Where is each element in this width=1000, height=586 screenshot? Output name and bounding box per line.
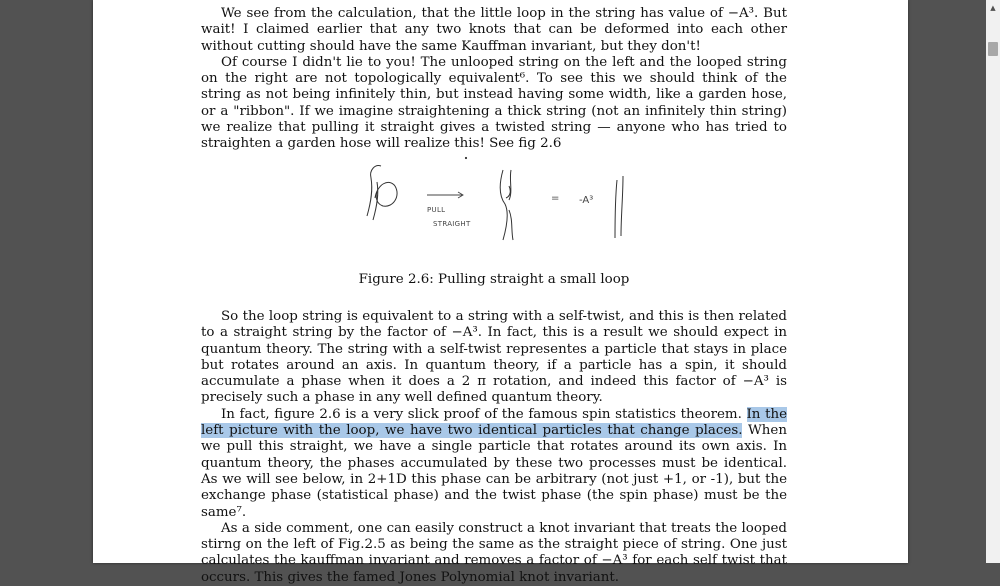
highlighted-selection[interactable]: In the left picture with the loop, we have two identical particles that change places.: [201, 406, 787, 439]
figure-sketch: [353, 150, 653, 250]
straight-string: [615, 176, 623, 238]
vertical-scrollbar[interactable]: [986, 0, 1000, 563]
twisted-string: [500, 170, 513, 240]
figure-caption: Figure 2.6: Pulling straight a small loop: [358, 272, 630, 287]
paragraph-loop: So the loop string is equivalent to a string with a self-twist, and this is then related to a straight string by the factor of −A³. In fact, this is a result we should expect in quantum theory. The string with a self-twist representes a particle that stays in place but rotates around an axis. In quantum theory, if a particle has a spin, it should accumulate a phase when it does a 2 π rotation, and indeed this factor of −A³ is precisely such a phase in any well defined quantum theory.: [201, 309, 787, 406]
pull-arrow: [427, 192, 463, 198]
paragraph-equivalence: Of course I didn't lie to you! The unlooped string on the left and the looped string on the right are not topologically equivalent⁶. To see this we should think of the string as not being infinitely thin, but instead having some width, like a garden hose, or a "ribbon". If we imagine straightening a thick string (not an infinitely thin string) we realize that pulling it straight gives a twisted string — anyone who has tried to straighten a garden hose will realize this! See fig 2.6: [201, 54, 787, 152]
spin-text-before: In fact, figure 2.6 is a very slick proof of the famous spin statistics theorem.: [221, 406, 747, 422]
sketch-label-line2: STRAIGHT: [433, 220, 471, 228]
paragraph-side-comment: As a side comment, one can easily construct a knot invariant that treats the looped stirng on the left of Fig.2.5 as being the same as the straight piece of string. One just calculates the kauffman invariant and removes a factor of −A³ for each self twist that occurs. This gives the famed Jones Polynomial knot invariant.: [201, 520, 787, 585]
sketch-label-line1: PULL: [427, 206, 446, 214]
scroll-up-icon[interactable]: ▲: [986, 0, 1000, 16]
text-top: [201, 6, 787, 153]
text-bottom: [201, 309, 787, 586]
scroll-thumb[interactable]: [988, 42, 998, 56]
spin-text-after: When we pull this straight, we have a single particle that rotates around its own axis. In quantum theory, the phases accumulated by these two processes must be identical. As we will see below, in 2+1D this phase can be arbitrary (not just +1, or -1), but the exchange phase (statistical phase) and the twist phase (the spin phase) must be the same⁷.: [201, 423, 787, 520]
paragraph-spin: [201, 407, 787, 521]
loop-sketch: [367, 157, 467, 220]
equals-sign: =: [551, 193, 560, 204]
factor-label: -A³: [579, 195, 594, 206]
paragraph-calculation: We see from the calculation, that the little loop in the string has value of −A³. But wait! I claimed earlier that any two knots that can be deformed into each other without cutting should have the same Kauffman invariant, but they don't!: [201, 6, 787, 54]
document-page: [93, 0, 908, 585]
